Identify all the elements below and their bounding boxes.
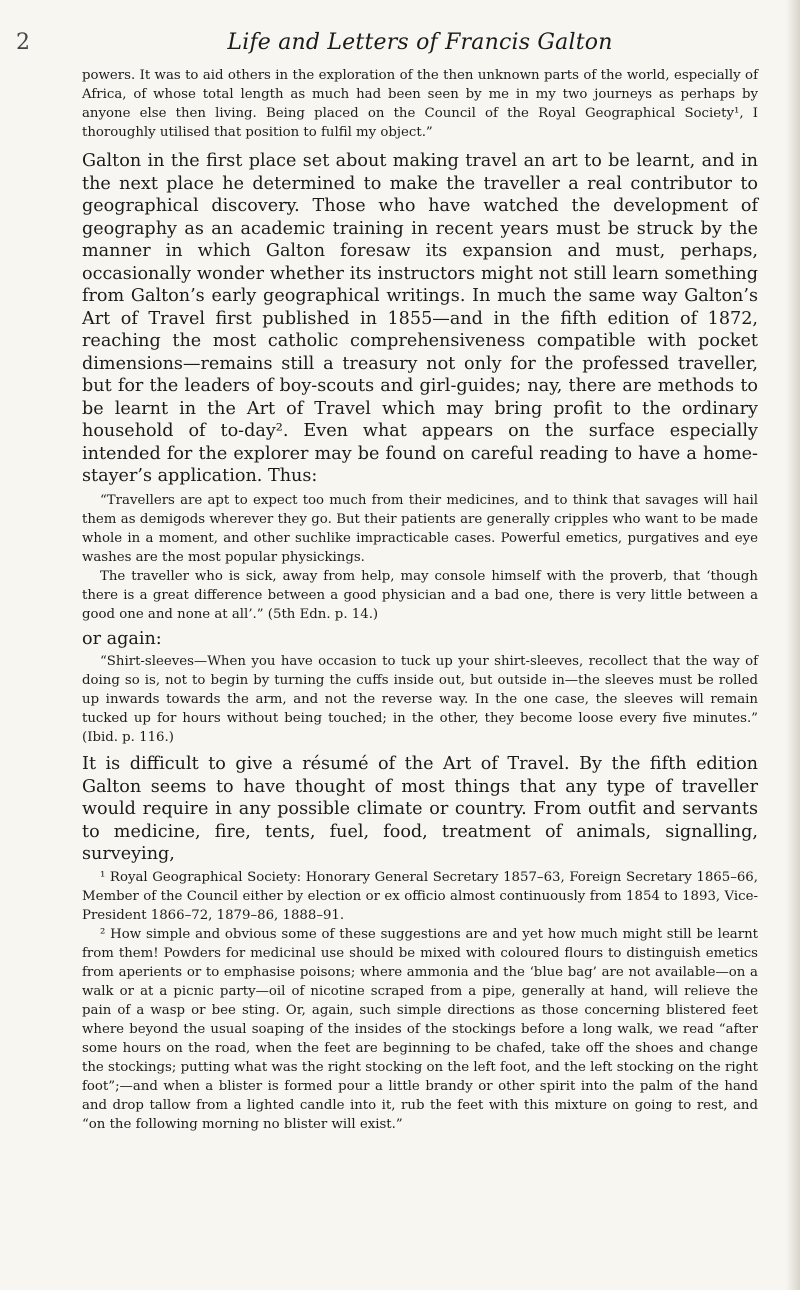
footnote-2: ² How simple and obvious some of these suggestions are and yet how much might still be learnt from them! Powders for medicinal use should be mixed with coloured flours to distinguish emetics from aperients or to emphasise poisons; where ammonia and the ‘blue bag’ are not available—on a walk or at a picnic party—oil of nicotine scraped from a pipe, generally at hand, will relieve the pain of a wasp or bee sting. Or, again, such simple directions as those concerning blistered feet where beyond the usual soaping of the insides of the stockings before a long walk, we read “after some hours on the road, when the feet are beginning to be chafed, take off the shoes and change the stockings; putting what was the right stocking on the left foot, and the left stocking on the right foot”;—and when a blister is formed pour a little brandy or other spirit into the palm of the hand and drop tallow from a lighted candle into it, rub the feet with this mixture on going to rest, and “on the following morning no blister will exist.” [82,926,758,1132]
quote-continuation: powers. It was to aid others in the exploration of the then unknown parts of the world, especially of Africa, of whose total length as much had been seen by me in my two journeys as perhaps by anyone else then living. Being placed on the Council of the Royal Geographical Society¹, I thoroughly utilised that position to fulfil my object.” [82,68,758,140]
book-page [16,30,758,1134]
running-title: Life and Letters of Francis Galton [227,30,613,55]
quote-shirt-sleeves: “Shirt-sleeves—When you have occasion to tuck up your shirt-sleeves, recollect that the way of doing so is, not to begin by turning the cuffs inside out, but outside in—the sleeves must be rolled up inwards towards the arm, and not the reverse way. In the one case, the sleeves will remain tucked up for hours without being touched; in the other, they become loose every five minutes.” (Ibid. p. 116.) [82,654,758,745]
body-paragraph-1: Galton in the first place set about making travel an art to be learnt, and in the next place he determined to make the traveller a real contributor to geographical discovery. Those who have watched the development of geography as an academic training in recent years must be struck by the manner in which Galton foresaw its expansion and must, perhaps, occasionally wonder whether its instructors might not still learn something from Galton’s early geographical writings. In much the same way Galton’s Art of Travel first published in 1855—and in the fifth edition of 1872, reaching the most catholic comprehensiveness compatible with pocket dimensions—remains still a treasury not only for the professed traveller, but for the leaders of boy-scouts and girl-guides; nay, there are methods to be learnt in the Art of Travel which may bring profit to the ordinary household of to-day². Even what appears on the surface especially intended for the explorer may be found on careful reading to have a home-stayer’s application. Thus: [82,151,758,486]
footnote-1: ¹ Royal Geographical Society: Honorary General Secretary 1857–63, Foreign Secretary 1865–66, Member of the Council either by election or ex officio almost continuously from 1854 to 1893, Vice-President 1866–72, 1879–86, 1888–91. [82,869,758,923]
page-edge-shadow [786,0,800,1290]
page-number: 2 [16,30,30,55]
quote-medicines: “Travellers are apt to expect too much from their medicines, and to think that savages will hail them as demigods wherever they go. But their patients are generally cripples who want to be made whole in a moment, and other suchlike impracticable cases. Powerful emetics, purgatives and eye washes are the most popular physickings. [82,492,758,565]
body-paragraph-2: It is difficult to give a résumé of the Art of Travel. By the fifth edition Galton seems to have thought of most things that any type of traveller would require in any possible climate or country. From outfit and servants to medicine, fire, tents, fuel, food, treatment of animals, signalling, surveying, [82,754,758,864]
quote-physician: The traveller who is sick, away from help, may console himself with the proverb, that ‘though there is a great difference between a good physician and a bad one, there is very little between a good one and none at all’.” (5th Edn. p. 14.) [82,568,758,622]
page-header [16,30,758,62]
footnotes [82,868,758,1134]
or-again: or again: [82,628,162,649]
